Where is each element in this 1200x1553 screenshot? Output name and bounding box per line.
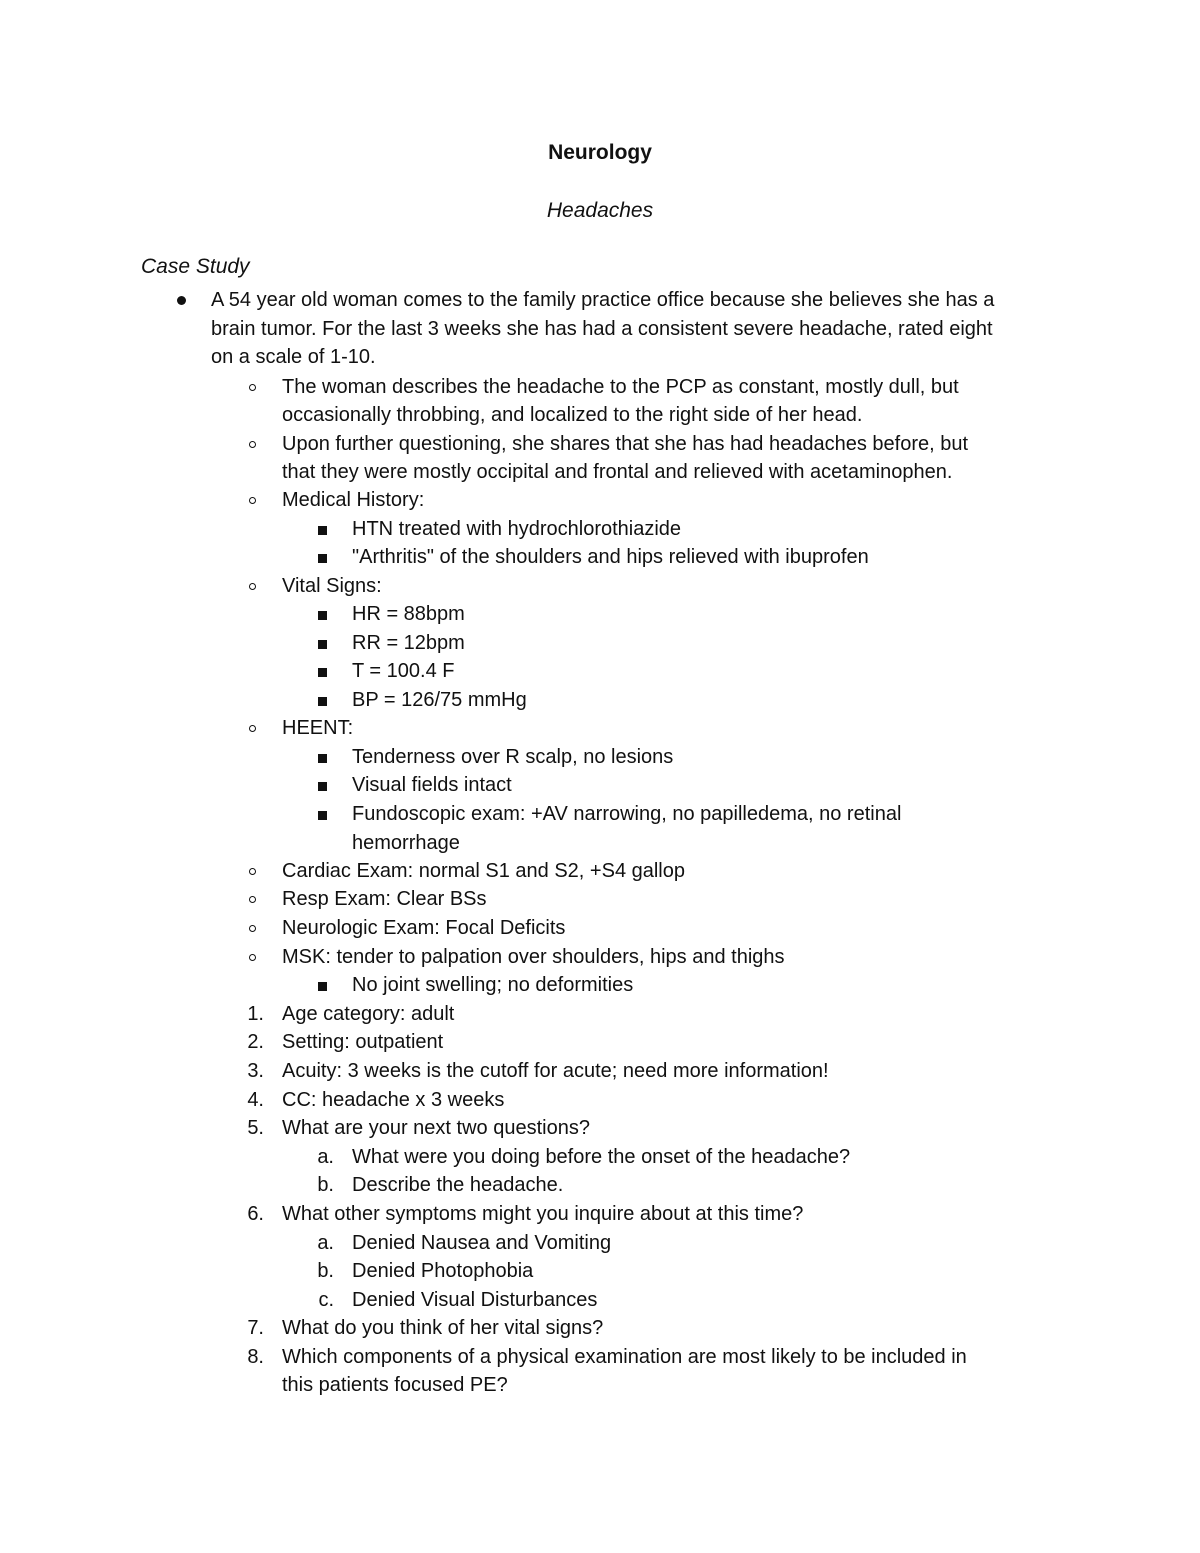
medical-history-item: HTN treated with hydrochlorothiazide [352,518,682,540]
document-subtitle: Headaches [546,199,654,222]
sub-question-letter: a. [317,1146,334,1168]
bullet-ring-icon [249,725,256,732]
msk-item: No joint swelling; no deformities [352,974,634,996]
sub-question-letter: b. [317,1260,334,1282]
bullet-square-icon [318,611,327,620]
question-text: CC: headache x 3 weeks [282,1089,505,1111]
question-number: 3. [247,1060,264,1082]
question-text: Age category: adult [282,1003,455,1025]
section-heading: Case Study [141,255,250,278]
bullet-dot-icon [177,296,186,305]
heent-item-continuation: hemorrhage [352,832,460,854]
question-number: 2. [247,1031,264,1053]
vital-sign-item: RR = 12bpm [352,632,465,654]
bullet-square-icon [318,554,327,563]
bullet-square-icon [318,782,327,791]
document-title: Neurology [548,141,652,164]
bullet-square-icon [318,526,327,535]
case-further-line: that they were mostly occipital and frontal and relieved with acetaminophen. [282,461,953,483]
heent-item: Visual fields intact [352,774,512,796]
case-intro-line: on a scale of 1-10. [211,346,376,368]
case-further-line: Upon further questioning, she shares that she has had headaches before, but [282,433,969,455]
sub-question-letter: b. [317,1174,334,1196]
sub-question-letter: c. [318,1289,334,1311]
case-describe-line: The woman describes the headache to the PCP as constant, mostly dull, but [282,376,959,398]
bullet-square-icon [318,640,327,649]
case-intro-line: brain tumor. For the last 3 weeks she has had a consistent severe headache, rated eight [211,318,993,340]
question-text: What other symptoms might you inquire about at this time? [282,1203,804,1225]
sub-question-text: Denied Nausea and Vomiting [352,1232,612,1254]
case-describe-line: occasionally throbbing, and localized to the right side of her head. [282,404,863,426]
bullet-ring-icon [249,497,256,504]
heent-item: Fundoscopic exam: +AV narrowing, no papilledema, no retinal [352,803,902,825]
heent-item: Tenderness over R scalp, no lesions [352,746,674,768]
question-number: 1. [247,1003,264,1025]
bullet-ring-icon [249,583,256,590]
sub-question-text: What were you doing before the onset of the headache? [352,1146,851,1168]
bullet-ring-icon [249,925,256,932]
question-text: Setting: outpatient [282,1031,444,1053]
bullet-ring-icon [249,441,256,448]
question-number: 4. [247,1089,264,1111]
heent-label: HEENT: [282,717,354,739]
vital-sign-item: HR = 88bpm [352,603,465,625]
bullet-square-icon [318,754,327,763]
case-intro-line: A 54 year old woman comes to the family practice office because she believes she has a [211,289,995,311]
question-number: 5. [247,1117,264,1139]
question-number: 8. [247,1346,264,1368]
question-text: What do you think of her vital signs? [282,1317,604,1339]
vital-signs-label: Vital Signs: [282,575,382,597]
bullet-square-icon [318,811,327,820]
medical-history-label: Medical History: [282,489,425,511]
bullet-ring-icon [249,868,256,875]
sub-question-text: Describe the headache. [352,1174,564,1196]
bullet-square-icon [318,982,327,991]
question-text-continuation: this patients focused PE? [282,1374,508,1396]
question-text: Acuity: 3 weeks is the cutoff for acute; need more information! [282,1060,829,1082]
bullet-ring-icon [249,954,256,961]
bullet-ring-icon [249,384,256,391]
vital-sign-item: BP = 126/75 mmHg [352,689,527,711]
resp-exam: Resp Exam: Clear BSs [282,888,487,910]
sub-question-text: Denied Visual Disturbances [352,1289,598,1311]
question-text: What are your next two questions? [282,1117,590,1139]
vital-sign-item: T = 100.4 F [352,660,455,682]
medical-history-item: "Arthritis" of the shoulders and hips relieved with ibuprofen [352,546,869,568]
sub-question-text: Denied Photophobia [352,1260,534,1282]
sub-question-letter: a. [317,1232,334,1254]
cardiac-exam: Cardiac Exam: normal S1 and S2, +S4 gallop [282,860,685,882]
bullet-ring-icon [249,896,256,903]
bullet-square-icon [318,697,327,706]
question-number: 6. [247,1203,264,1225]
bullet-square-icon [318,668,327,677]
question-text: Which components of a physical examination are most likely to be included in [282,1346,967,1368]
question-number: 7. [247,1317,264,1339]
neuro-exam: Neurologic Exam: Focal Deficits [282,917,566,939]
msk-exam: MSK: tender to palpation over shoulders, hips and thighs [282,946,785,968]
